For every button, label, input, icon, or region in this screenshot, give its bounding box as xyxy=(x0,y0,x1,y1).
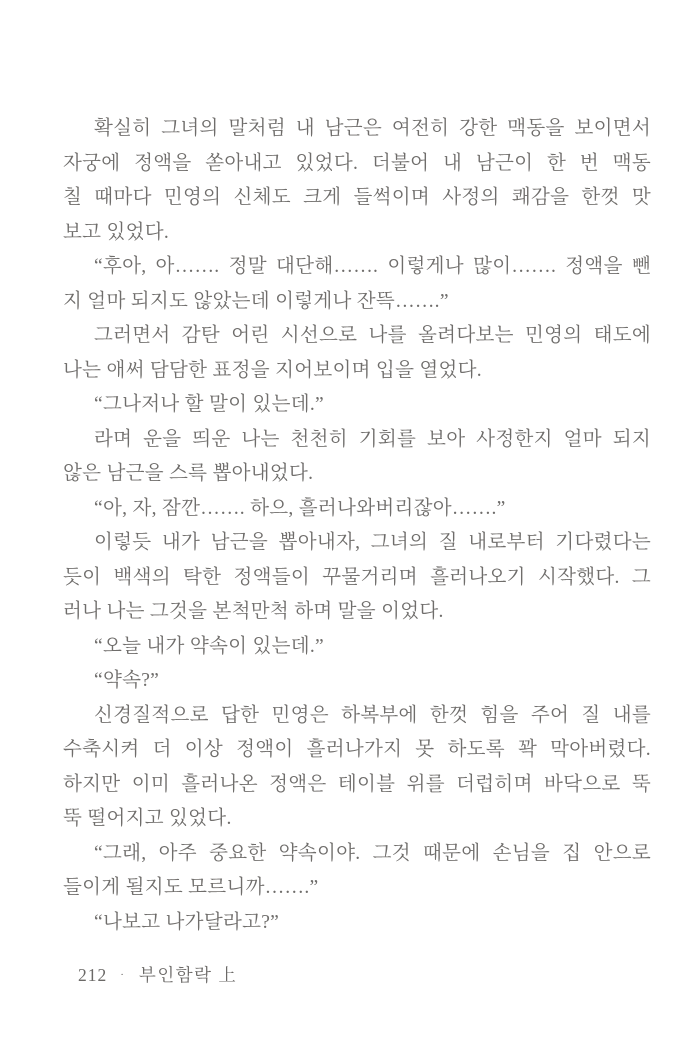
text-line: 이렇듯 내가 남근을 뽑아내자, 그녀의 질 내로부터 기다렸다는 xyxy=(94,532,651,553)
text-line: 않은 남근을 스륵 뽑아내었다. xyxy=(63,463,314,484)
text-line: “약속?” xyxy=(94,670,160,691)
text-line: “후아, 아……. 정말 대단해……. 이렇게나 많이……. 정액을 뺀 xyxy=(94,256,651,277)
book-title: 부인함락 上 xyxy=(138,965,238,985)
text-line: 신경질적으로 답한 민영은 하복부에 한껏 힘을 주어 질 내를 xyxy=(94,704,651,726)
text-line: “그래, 아주 중요한 약속이야. 그것 때문에 손님을 집 안으로 xyxy=(94,842,651,864)
text-line: 보고 있었다. xyxy=(63,221,170,243)
text-line: 칠 때마다 민영의 신체도 크게 들썩이며 사정의 쾌감을 한껏 맛 xyxy=(63,187,651,208)
text-line: 그러면서 감탄 어린 시선으로 나를 올려다보는 민영의 태도에 xyxy=(94,325,651,346)
text-line: “그나저나 할 말이 있는데.” xyxy=(94,394,324,415)
text-line: 나는 애써 담담한 표정을 지어보이며 입을 열었다. xyxy=(63,359,482,381)
page-footer xyxy=(78,963,237,987)
page-text xyxy=(63,112,651,940)
text-line: “오늘 내가 약속이 있는데.” xyxy=(94,635,324,657)
text-line: “나보고 나가달라고?” xyxy=(94,911,280,933)
text-line: 뚝 떨어지고 있었다. xyxy=(63,808,232,829)
text-line: 듯이 백색의 탁한 정액들이 꾸물거리며 흘러나오기 시작했다. 그 xyxy=(63,566,651,588)
text-line: 수축시켜 더 이상 정액이 흘러나가지 못 하도록 꽉 막아버렸다. xyxy=(63,739,651,760)
text-line: “아, 자, 잠깐……. 하으, 흘러나와버리잖아…….” xyxy=(94,497,506,519)
page-number: 212 xyxy=(78,965,108,985)
text-line: 하지만 이미 흘러나온 정액은 테이블 위를 더럽히며 바닥으로 뚝 xyxy=(63,773,651,795)
text-line: 들이게 될지도 모르니까…….” xyxy=(63,877,319,898)
text-line: 라며 운을 띄운 나는 천천히 기회를 보아 사정한지 얼마 되지 xyxy=(94,428,651,450)
footer-bullet-separator: · xyxy=(120,969,124,981)
text-line: 러나 나는 그것을 본척만척 하며 말을 이었다. xyxy=(63,601,444,622)
text-line: 확실히 그녀의 말처럼 내 남근은 여전히 강한 맥동을 보이면서 xyxy=(94,118,651,139)
text-line: 지 얼마 되지도 않았는데 이렇게나 잔뜩…….” xyxy=(63,290,449,312)
text-line: 자궁에 정액을 쏟아내고 있었다. 더불어 내 남근이 한 번 맥동 xyxy=(63,152,651,174)
